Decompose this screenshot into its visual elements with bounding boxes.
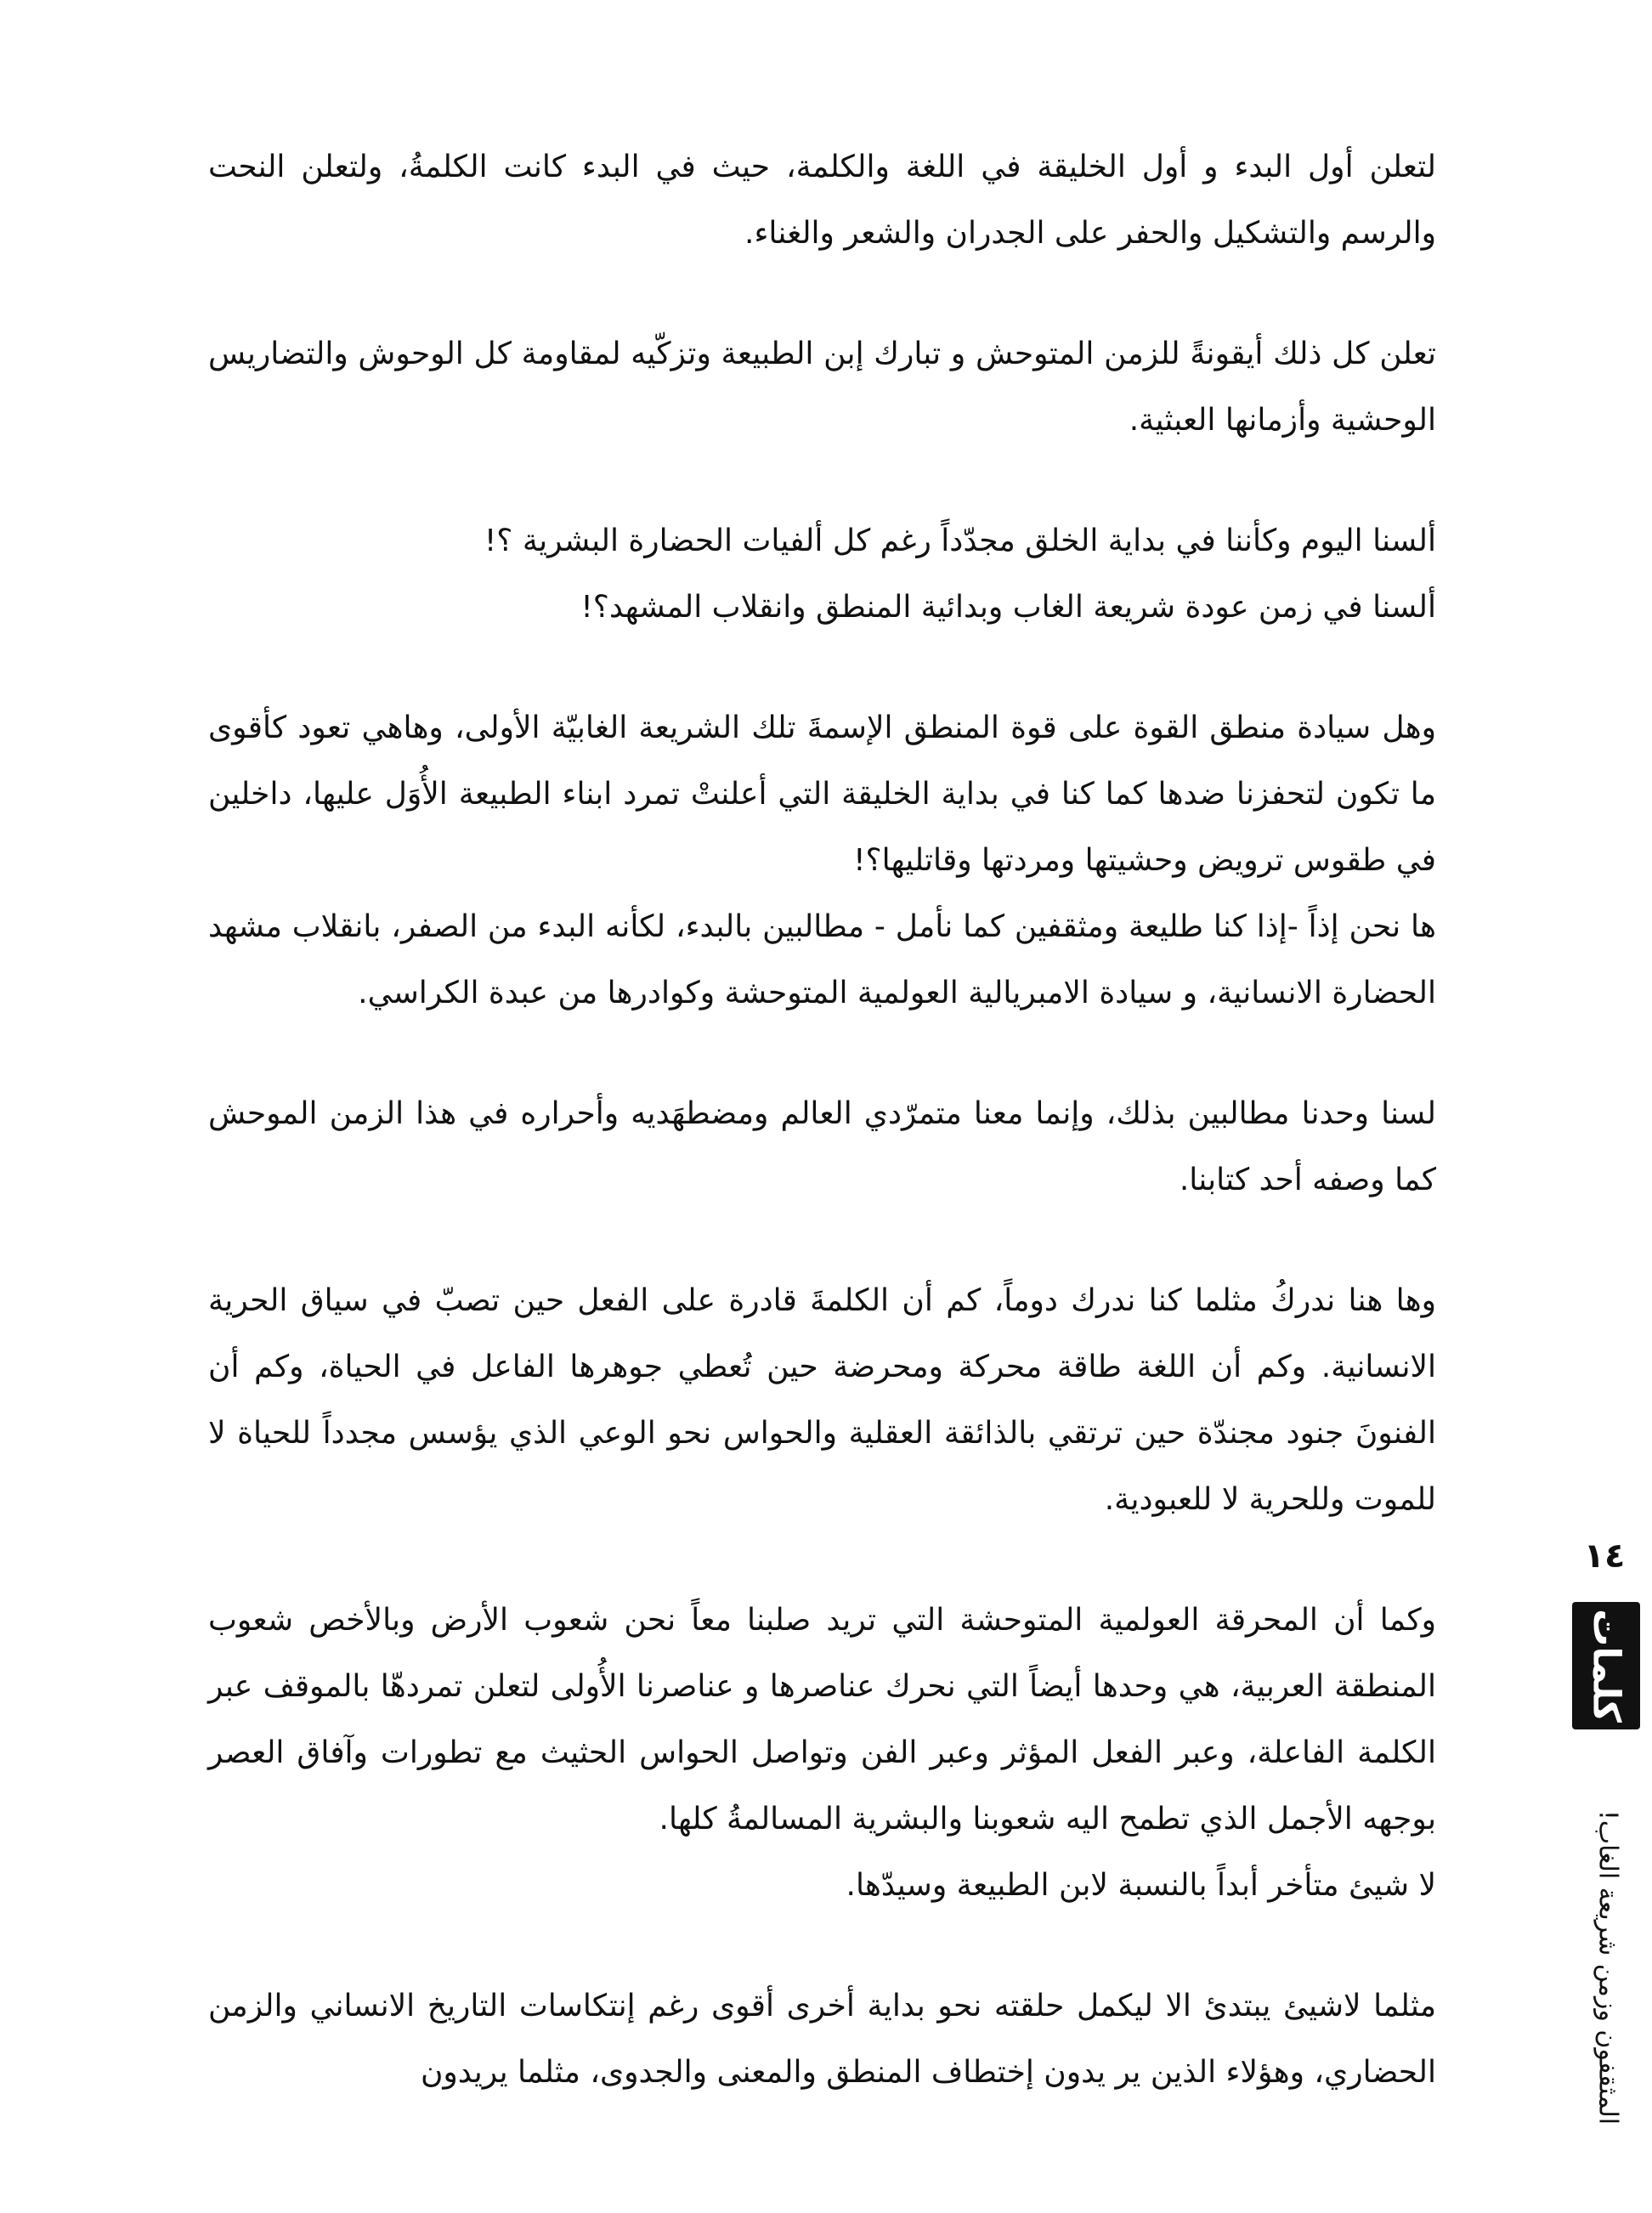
- paragraph-2: تعلن كل ذلك أيقونةً للزمن المتوحش و تبارك إبن الطبيعة وتزكّيه لمقاومة كل الوحوش والتضاريس الوحشية وأزمانها العبثية.: [208, 337, 1436, 438]
- paragraph-6: وها هنا ندركُ مثلما كنا ندرك دوماً، كم أن الكلمةَ قادرة على الفعل حين تصبّ في سياق الحرية الانسانية. وكم أن اللغة طاقة محركة ومحرضة حين تُعطي جوهرها الفاعل في الحياة، وكم أن الفنونَ جنود مجندّة حين ترتقي بالذائقة العقلية والحواس نحو الوعي الذي يؤسس مجدداً للحياة لا للموت وللحرية لا للعبودية.: [208, 1283, 1436, 1517]
- running-title: [1587, 1746, 1628, 2188]
- logo-text: كلمات: [1584, 1609, 1628, 1723]
- paragraph-9: مثلما لاشيئ يبتدئ الا ليكمل حلقته نحو بداية أخرى أقوى رغم إنتكاسات التاريخ الانساني والزمن الحضاري، وهؤلاء الذين ير يدون إختطاف المنطق والمعنى والجدوى، مثلما يريدون: [208, 1989, 1436, 2090]
- paragraph-8: لا شيئ متأخر أبداً بالنسبة لابن الطبيعة وسيدّها.: [846, 1868, 1436, 1903]
- paragraph-4: ها نحن إذاً -إذا كنا طليعة ومثقفين كما نأمل - مطالبين بالبدء، لكأنه البدء من الصفر، بانقلاب مشهد الحضارة الانسانية، و سيادة الامبريالية العولمية المتوحشة وكوادرها من عبدة الكراسي.: [208, 909, 1436, 1010]
- running-title-text: المثقفون وزمن شريعة الغاب!: [1593, 1809, 1623, 2125]
- paragraph-7: وكما أن المحرقة العولمية المتوحشة التي تريد صلبنا معاً نحن شعوب الأرض وبالأخص شعوب المنطقة العربية، هي وحدها أيضاً التي نحرك عناصرها و عناصرنا الأُولى لتعلن تمردهّا بالموقف عبر الكلمة الفاعلة، وعبر الفعل المؤثر وعبر الفن وتواصل الحواس الحثيث مع تطورات وآفاق العصر بوجهه الأجمل الذي تطمح اليه شعوبنا والبشرية المسالمةُ كلها.: [208, 1603, 1436, 1837]
- paragraph-3: وهل سيادة منطق القوة على قوة المنطق الإسمةَ تلك الشريعة الغابيّة الأولى، وهاهي تعود كأقوى ما تكون لتحفزنا ضدها كما كنا في بداية الخليقة التي أعلنتْ تمرد ابناء الطبيعة الأُوَل عليها، داخلين في طقوس ترويض وحشيتها ومردتها وقاتليها؟!: [208, 710, 1436, 878]
- paragraph-5: لسنا وحدنا مطالبين بذلك، وإنما معنا متمرّدي العالم ومضطهَديه وأحراره في هذا الزمن الموحش كما وصفه أحد كتابنا.: [208, 1096, 1436, 1197]
- question-line-1: ألسنا اليوم وكأننا في بداية الخلق مجدّداً رغم كل ألفيات الحضارة البشرية ؟!: [484, 524, 1436, 558]
- page-body: [208, 134, 1436, 2106]
- page-number: ١٤: [1583, 1537, 1626, 1576]
- paragraph-1: لتعلن أول البدء و أول الخليقة في اللغة والكلمة، حيث في البدء كانت الكلمةُ، ولتعلن النحت والرسم والتشكيل والحفر على الجدران والشعر والغناء.: [208, 150, 1436, 251]
- magazine-logo: [1572, 1602, 1640, 1729]
- question-line-2: ألسنا في زمن عودة شريعة الغاب وبدائية المنطق وانقلاب المشهد؟!: [580, 590, 1436, 625]
